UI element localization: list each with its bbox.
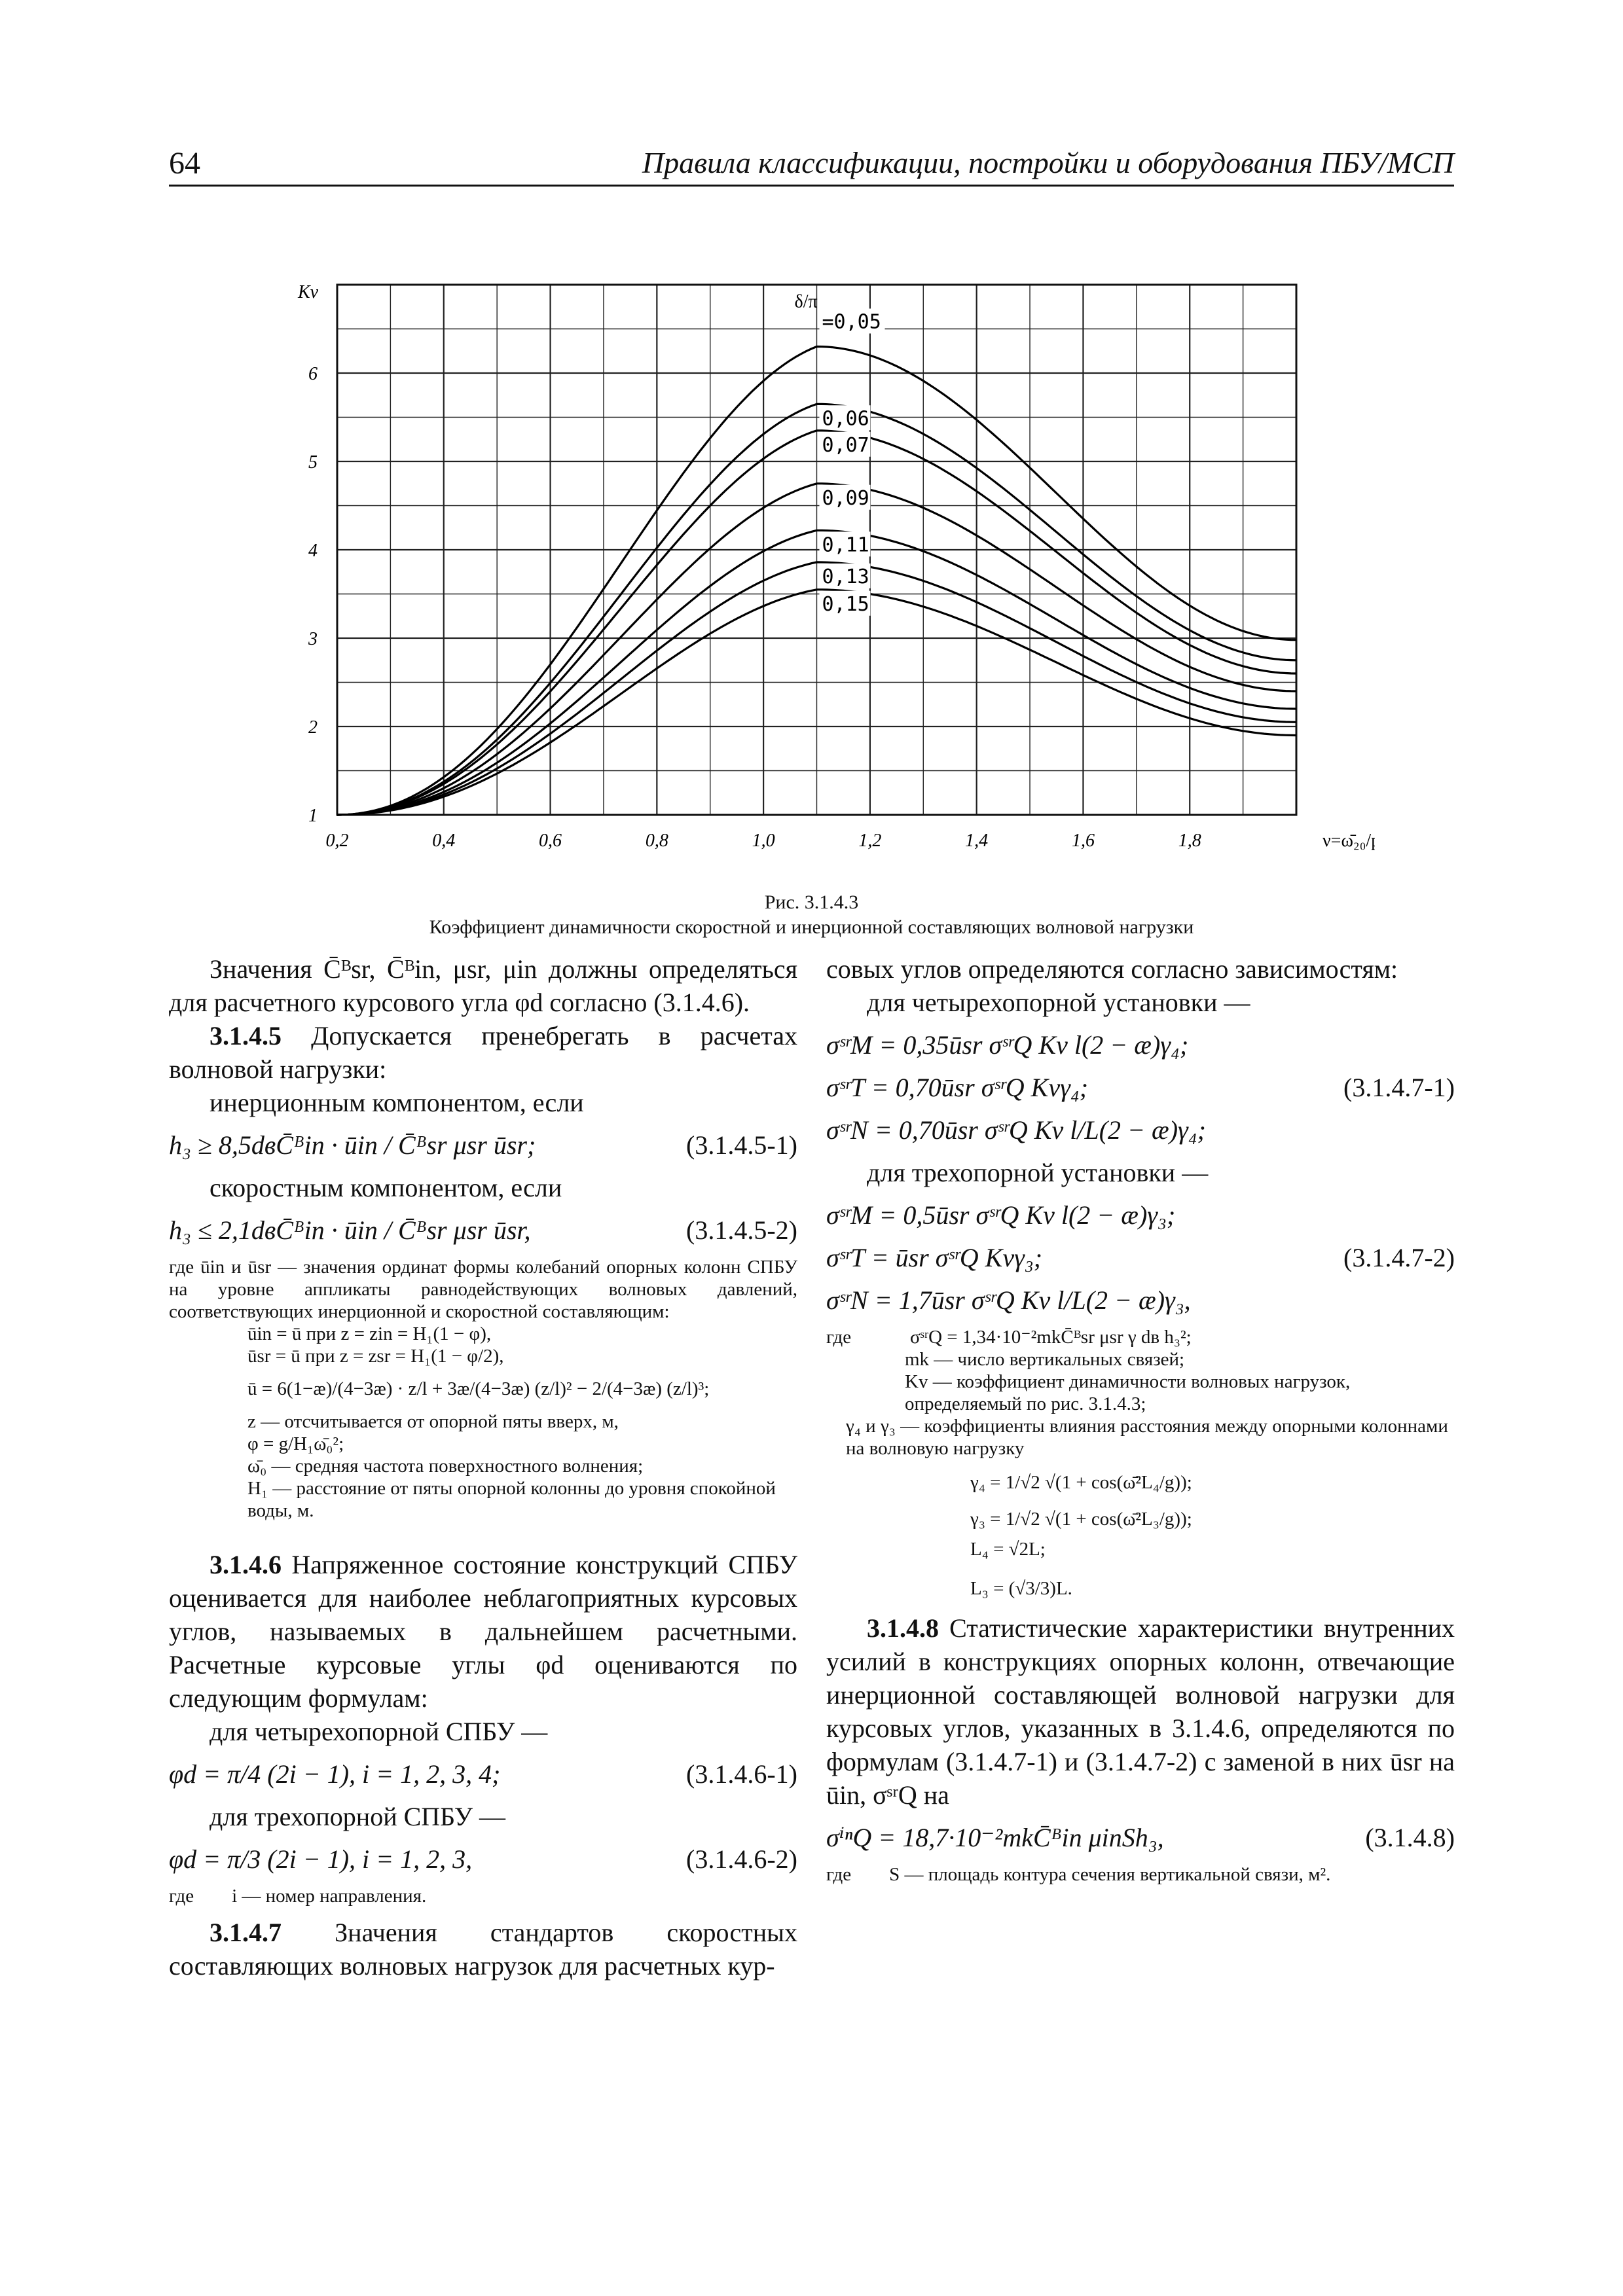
definitions-left bbox=[169, 1256, 797, 1522]
header-rule bbox=[169, 185, 1454, 187]
left-p3: инерционным компонентом, если bbox=[210, 1088, 584, 1117]
figure-caption-text: Коэффициент динамичности скоростной и инерционной составляющих волновой нагрузки bbox=[429, 916, 1194, 938]
eq-body: σⁱⁿQ = 18,7·10⁻²mkC̄ᴮin μinSh₃, bbox=[826, 1823, 1164, 1852]
x-tick-label: 0,8 bbox=[645, 831, 668, 851]
definitions-right bbox=[826, 1326, 1455, 1600]
clause-3-1-4-7: 3.1.4.7 bbox=[210, 1918, 282, 1947]
where-3: где S — площадь контура сечения вертикальной связи, м². bbox=[826, 1864, 1331, 1885]
right-p2: для четырехопорной установки — bbox=[867, 988, 1250, 1017]
series-label: 0,11 bbox=[822, 533, 869, 557]
series-label: =0,05 bbox=[822, 310, 881, 334]
def-z: z — отсчитывается от опорной пяты вверх, м, bbox=[247, 1411, 619, 1432]
eq-body: σˢʳT = ūsr σˢʳQ Kvγ₃; bbox=[826, 1243, 1043, 1272]
equation-sigma-n-4 bbox=[826, 1113, 1455, 1147]
x-tick-label: 1,8 bbox=[1178, 831, 1201, 851]
eq-body: σˢʳT = 0,70ūsr σˢʳQ Kvγ₄; bbox=[826, 1073, 1089, 1102]
eq-number: (3.1.4.6-2) bbox=[686, 1844, 797, 1874]
y-axis-label: Kv bbox=[298, 282, 319, 302]
def-h1: H₁ — расстояние от пяты опорной колонны до уровня спокойной воды, м. bbox=[247, 1478, 776, 1521]
x-tick-label: 1,4 bbox=[965, 831, 989, 851]
right-p1: совых углов определяются согласно зависимостям: bbox=[826, 954, 1398, 984]
eq-number: (3.1.4.8) bbox=[1365, 1823, 1455, 1852]
running-title: Правила классификации, постройки и оборудования ПБУ/МСП bbox=[642, 146, 1454, 179]
clause-3-1-4-6: 3.1.4.6 bbox=[210, 1550, 282, 1579]
equation-3-1-4-8 bbox=[826, 1821, 1455, 1854]
def-mk: mk — число вертикальных связей; bbox=[905, 1349, 1185, 1370]
def-sigma-q-text: σˢʳQ = 1,34·10⁻²mkC̄ᴮsr μsr γ dв h₃²; bbox=[910, 1327, 1192, 1348]
equation-3-1-4-7-2 bbox=[826, 1241, 1455, 1274]
left-p2 bbox=[169, 1019, 797, 1086]
series-label: 0,07 bbox=[822, 433, 869, 457]
right-p4-text: Статистические характеристики внутренних усилий в конструкциях опорных колонн, отвечающие инерционной составляющей волновой нагрузки для курсовых углов, указанных в 3.1.4.6, определяются по формулам (3.1.4.7-1) и (3.1.4.7-2) с заменой в них ūsr на ūin, σˢʳQ на bbox=[826, 1613, 1455, 1810]
equation-3-1-4-6-2 bbox=[169, 1842, 797, 1876]
eq-number: (3.1.4.6-1) bbox=[686, 1759, 797, 1789]
equation-3-1-4-7-1 bbox=[826, 1071, 1455, 1104]
where-1: где ūin и ūsr — значения ординат формы колебаний опорных колонн СПБУ на уровне аппликаты равнодействующих волновых давлений, соответствующих инерционной и скоростной составляющим: bbox=[169, 1257, 797, 1322]
equation-3-1-4-6-1 bbox=[169, 1757, 797, 1791]
page-number: 64 bbox=[169, 146, 200, 181]
eq-number: (3.1.4.7-1) bbox=[1343, 1073, 1455, 1102]
equation-sigma-n-3 bbox=[826, 1283, 1455, 1317]
chart-svg bbox=[275, 265, 1375, 887]
def-u-in: ūin = ū при z = zin = H₁(1 − φ), bbox=[247, 1323, 492, 1344]
def-omega0: ω̄₀ — средняя частота поверхностного волнения; bbox=[247, 1456, 644, 1477]
series-label: 0,09 bbox=[822, 486, 869, 510]
x-axis-label: ν=ω̄₂₀/p bbox=[1322, 831, 1375, 851]
x-tick-label: 1,2 bbox=[858, 831, 882, 851]
left-p1: Значения C̄ᴮsr, C̄ᴮin, μsr, μin должны определяться для расчетного курсового угла φd согласно (3.1.4.6). bbox=[169, 954, 797, 1017]
where-label: где bbox=[826, 1327, 852, 1348]
eq-number: (3.1.4.5-2) bbox=[686, 1215, 797, 1245]
def-kv: Kv — коэффициент динамичности волновых нагрузок, определяемый по рис. 3.1.4.3; bbox=[905, 1371, 1351, 1414]
left-p4: скоростным компонентом, если bbox=[210, 1173, 562, 1202]
eq-body: φd = π/3 (2i − 1), i = 1, 2, 3, bbox=[169, 1844, 473, 1874]
y-tick-label: 2 bbox=[308, 717, 318, 738]
y-tick-label: 4 bbox=[308, 541, 318, 561]
series-label: 0,13 bbox=[822, 565, 869, 588]
series-label: 0,15 bbox=[822, 592, 869, 616]
x-tick-label: 0,6 bbox=[539, 831, 562, 851]
x-tick-label: 1,0 bbox=[752, 831, 775, 851]
left-column bbox=[169, 952, 797, 1982]
series-label: 0,06 bbox=[822, 407, 869, 431]
left-p6: для четырехопорной СПБУ — bbox=[210, 1717, 548, 1746]
def-gamma4: γ₄ = 1/√2 √(1 + cos(ω̄²L₄/g)); bbox=[970, 1472, 1192, 1493]
y-tick-label: 6 bbox=[308, 364, 318, 384]
left-p8 bbox=[169, 1916, 797, 1982]
y-tick-label: 3 bbox=[308, 629, 318, 649]
x-tick-label: 0,4 bbox=[432, 831, 456, 851]
eq-number: (3.1.4.5-1) bbox=[686, 1130, 797, 1160]
eq-body: φd = π/4 (2i − 1), i = 1, 2, 3, 4; bbox=[169, 1759, 501, 1789]
left-p8-text: Значения стандартов скоростных составляющих волновых нагрузок для расчетных кур- bbox=[169, 1918, 798, 1981]
def-sigma-q bbox=[826, 1326, 1455, 1348]
left-p2-text: Допускается пренебрегать в расчетах волновой нагрузки: bbox=[169, 1021, 797, 1084]
clause-3-1-4-5: 3.1.4.5 bbox=[210, 1021, 282, 1050]
eq-body: σˢʳM = 0,5ūsr σˢʳQ Kv l(2 − æ)γ₃; bbox=[826, 1200, 1176, 1230]
def-phi: φ = g/H₁ω̄₀²; bbox=[247, 1433, 344, 1454]
where-2: где i — номер направления. bbox=[169, 1886, 427, 1907]
def-l4: L₄ = √2L; bbox=[970, 1539, 1046, 1560]
def-gamma3: γ₃ = 1/√2 √(1 + cos(ω̄²L₃/g)); bbox=[970, 1509, 1192, 1530]
parameter-label: δ/π bbox=[794, 291, 818, 312]
def-u-bar: ū = 6(1−æ)/(4−3æ) · z/l + 3æ/(4−3æ) (z/l)² − 2/(4−3æ) (z/l)³; bbox=[247, 1378, 710, 1399]
eq-body: σˢʳM = 0,35ūsr σˢʳQ Kv l(2 − æ)γ₄; bbox=[826, 1030, 1189, 1060]
equation-sigma-m-4 bbox=[826, 1028, 1455, 1062]
clause-3-1-4-8: 3.1.4.8 bbox=[867, 1613, 939, 1643]
def-l3: L₃ = (√3/3)L. bbox=[970, 1578, 1072, 1599]
equation-sigma-m-3 bbox=[826, 1198, 1455, 1232]
eq-body: σˢʳN = 1,7ūsr σˢʳQ Kv l/L(2 − æ)γ₃, bbox=[826, 1285, 1191, 1315]
right-p3: для трехопорной установки — bbox=[867, 1158, 1209, 1187]
figure-caption-number: Рис. 3.1.4.3 bbox=[764, 891, 859, 913]
left-p5 bbox=[169, 1548, 797, 1715]
right-column bbox=[826, 952, 1455, 1886]
figure-chart bbox=[275, 265, 1375, 887]
equation-3-1-4-5-1 bbox=[169, 1128, 797, 1162]
x-tick-label: 1,6 bbox=[1071, 831, 1095, 851]
y-tick-label: 1 bbox=[308, 806, 318, 826]
left-p5-text: Напряженное состояние конструкций СПБУ оценивается для наиболее неблагоприятных курсовых углов, называемых в дальнейшем расчетными. Расчетные курсовые углы φd оцениваются по следующим формулам: bbox=[169, 1550, 798, 1713]
eq-body: σˢʳN = 0,70ūsr σˢʳQ Kv l/L(2 − æ)γ₄; bbox=[826, 1115, 1206, 1145]
y-tick-label: 5 bbox=[308, 452, 318, 473]
def-gamma: γ₄ и γ₃ — коэффициенты влияния расстояния между опорными колоннами на волновую нагрузку bbox=[846, 1416, 1448, 1459]
left-p7: для трехопорной СПБУ — bbox=[210, 1802, 506, 1831]
eq-body: h₃ ≥ 8,5dвC̄ᴮin · ūin / C̄ᴮsr μsr ūsr; bbox=[169, 1130, 536, 1160]
def-u-sr: ūsr = ū при z = zsr = H₁(1 − φ/2), bbox=[247, 1346, 504, 1367]
eq-body: h₃ ≤ 2,1dвC̄ᴮin · ūin / C̄ᴮsr μsr ūsr, bbox=[169, 1215, 531, 1245]
eq-number: (3.1.4.7-2) bbox=[1343, 1243, 1455, 1272]
equation-3-1-4-5-2 bbox=[169, 1213, 797, 1247]
right-p4 bbox=[826, 1611, 1455, 1812]
x-tick-label: 0,2 bbox=[325, 831, 349, 851]
